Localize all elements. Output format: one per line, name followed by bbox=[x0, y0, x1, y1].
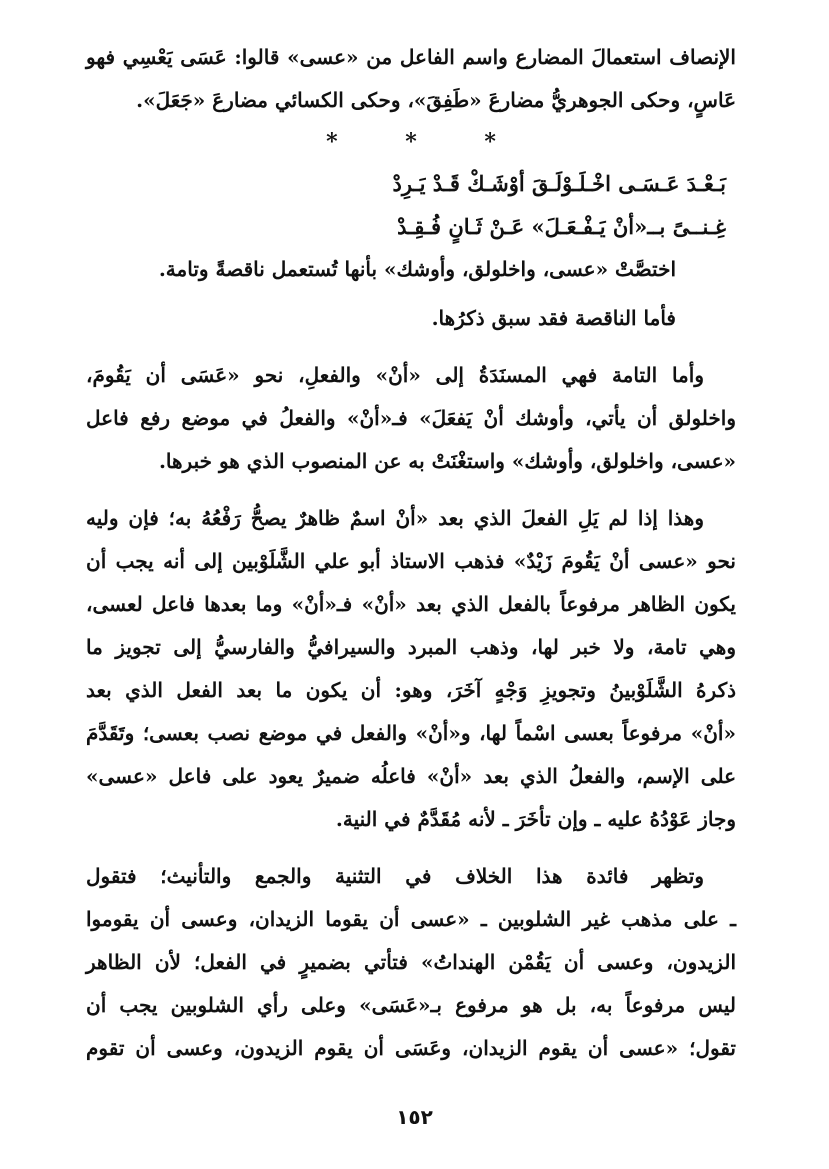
text-line: عَاسٍ، وحكى الجوهريُّ مضارعَ «طَفِقَ»، وحكى الكسائي مضارعَ «جَعَلَ». bbox=[136, 88, 736, 112]
text-line: الزيدون، وعسى أن يَقُمْن الهنداتُ» فتأتي بضميرٍ في الفعل؛ لأن الظاهر bbox=[86, 950, 736, 974]
page-content bbox=[86, 36, 736, 1070]
text-line: ليس مرفوعاً به، بل هو مرفوع بـ«عَسَى» وعلى رأي الشلوبين يجب أن bbox=[86, 993, 736, 1017]
verse-block bbox=[86, 162, 736, 248]
text-line: وهذا إذا لم يَلِ الفعلَ الذي بعد «أنْ اسمٌ ظاهرٌ يصحُّ رَفْعُهُ به؛ فإن وليه bbox=[86, 506, 704, 530]
page-number: ١٥٢ bbox=[396, 1105, 433, 1129]
paragraph-tamma bbox=[86, 354, 736, 483]
text-line: «أنْ» مرفوعاً بعسى اسْماً لها، و«أنْ» والفعل في موضع نصب بعسى؛ وتَقَدَّمَ bbox=[86, 721, 736, 745]
text-line: ـ على مذهب غير الشلوبين ـ «عسى أن يقوما الزيدان، وعسى أن يقوموا bbox=[86, 907, 736, 931]
paragraph-hadha bbox=[86, 497, 736, 841]
text-line: يكون الظاهر مرفوعاً بالفعل الذي بعد «أنْ» فـ«أنْ» وما بعدها فاعل لعسى، bbox=[86, 592, 736, 616]
text-line: الإنصاف استعمالَ المضارع واسم الفاعل من «عسى» قالوا: عَسَى يَعْسِي فهو bbox=[86, 45, 736, 69]
text-line: نحو «عسى أنْ يَقُومَ زَيْدٌ» فذهب الاستاذ أبو علي الشَّلَوْبين إلى أنه يجب أن bbox=[86, 549, 736, 573]
text-line: وجاز عَوْدُهُ عليه ـ وإن تأخَرَ ـ لأنه مُقَدَّمٌ في النية. bbox=[335, 807, 736, 831]
paragraph-naqisa: فأما الناقصة فقد سبق ذكرُها. bbox=[431, 306, 676, 330]
verse-line: غِـنــىً بــ«أنْ يَـفْـعَـلَ» عَـنْ ثَـانٍ فُـقِـدْ bbox=[397, 214, 726, 239]
text-line: على الإسم، والفعلُ الذي بعد «أنْ» فاعلُه ضميرٌ يعود على فاعل «عسى» bbox=[86, 764, 737, 788]
paragraph-intro: اختصَّتْ «عسى، واخلولق، وأوشك» بأنها تُستعمل ناقصةً وتامة. bbox=[158, 257, 676, 281]
text-line: وتظهر فائدة هذا الخلاف في التثنية والجمع والتأنيث؛ فتقول bbox=[86, 864, 704, 888]
verse-line: بَـعْـدَ عَـسَـى اخْـلَـوْلَـقَ أوْشَـكْ قَـدْ يَـرِدْ bbox=[392, 171, 726, 196]
text-line: وأما التامة فهي المسنَدَةُ إلى «أنْ» والفعلِ، نحو «عَسَى أن يَقُومَ، bbox=[86, 363, 704, 387]
text-line: واخلولق أن يأتي، وأوشك أنْ يَفعَلَ» فـ«أنْ» والفعلُ في موضع رفع فاعل bbox=[86, 406, 736, 430]
text-line: تقول؛ «عسى أن يقوم الزيدان، وعَسَى أن يقوم الزيدون، وعسى أن تقوم bbox=[86, 1036, 736, 1060]
paragraph-tazhar bbox=[86, 855, 736, 1070]
text-line: «عسى، واخلولق، وأوشك» واستغْنَتْ به عن المنصوب الذي هو خبرها. bbox=[158, 449, 736, 473]
text-line: وهي تامة، ولا خبر لها، وذهب المبرد والسيرافيُّ والفارسيُّ إلى تجويز ما bbox=[86, 635, 736, 659]
text-line: ذكرهُ الشَّلَوْبينُ وتجويزِ وَجْهٍ آخَرَ، وهو: أن يكون ما بعد الفعل الذي بعد bbox=[86, 678, 736, 702]
section-divider-stars: * * * bbox=[326, 129, 526, 155]
paragraph-top bbox=[86, 36, 736, 122]
